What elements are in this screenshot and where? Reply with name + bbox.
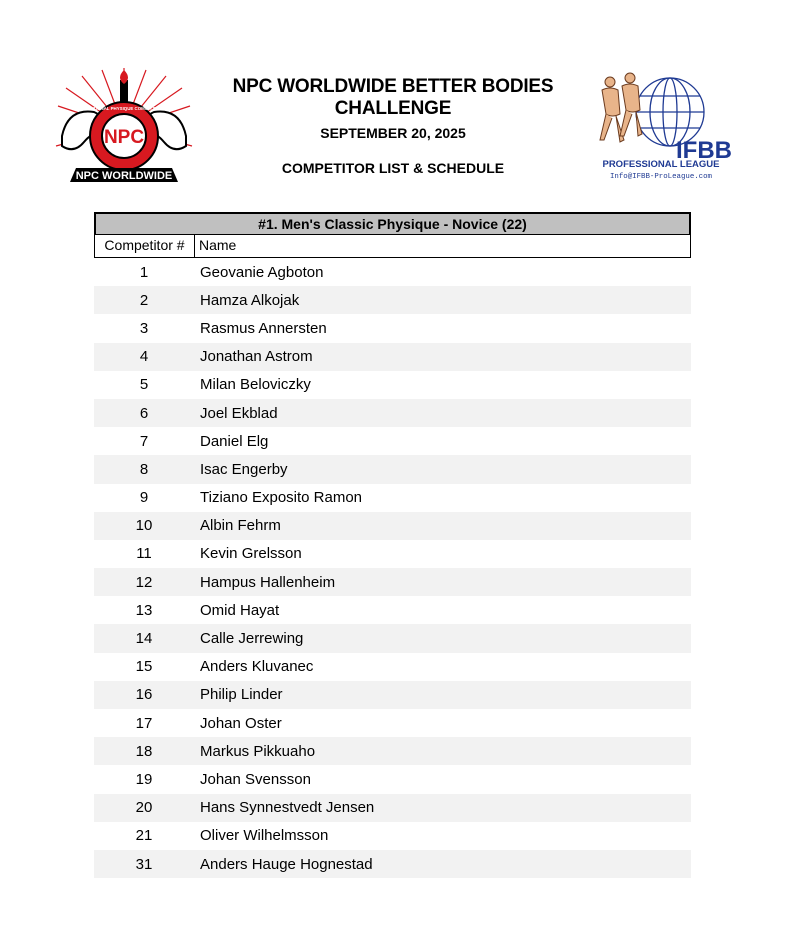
table-row xyxy=(94,540,691,568)
competitor-number: 13 xyxy=(135,601,153,619)
competitor-number: 19 xyxy=(135,770,153,788)
table-row xyxy=(94,822,691,850)
ifbb-email: Info@IFBB-ProLeague.com xyxy=(609,173,713,181)
competitor-name: Anders Kluvanec xyxy=(200,658,314,676)
competitor-number: 17 xyxy=(135,714,153,732)
ifbb-pro-league-logo xyxy=(590,70,732,182)
col-header-number: Competitor # xyxy=(95,235,195,257)
competitor-number: 3 xyxy=(139,319,149,337)
table-row xyxy=(94,624,691,652)
competitor-number: 15 xyxy=(135,658,153,676)
competitor-name: Oliver Wilhelmsson xyxy=(200,827,329,845)
competitor-name: Geovanie Agboton xyxy=(200,263,324,281)
ifbb-logo-text: IFBB xyxy=(676,137,732,164)
competitor-number: 8 xyxy=(139,460,149,478)
competitor-number: 1 xyxy=(139,263,149,281)
table-row xyxy=(94,568,691,596)
competitor-number: 5 xyxy=(139,376,149,394)
table-row xyxy=(94,653,691,681)
competitor-name: Philip Linder xyxy=(200,686,283,704)
competitor-number: 12 xyxy=(135,573,153,591)
competitor-number: 18 xyxy=(135,742,153,760)
competitor-name: Albin Fehrm xyxy=(200,517,281,535)
table-row xyxy=(94,794,691,822)
table-row xyxy=(94,765,691,793)
table-row xyxy=(94,343,691,371)
table-row xyxy=(94,258,691,286)
table-row xyxy=(94,850,691,878)
table-row xyxy=(94,596,691,624)
competitor-name: Johan Oster xyxy=(200,714,282,732)
event-date: SEPTEMBER 20, 2025 xyxy=(320,125,466,141)
competitor-name: Rasmus Annersten xyxy=(200,319,327,337)
document-subtitle: COMPETITOR LIST & SCHEDULE xyxy=(281,160,505,176)
table-row xyxy=(94,512,691,540)
competitor-name: Joel Ekblad xyxy=(200,404,278,422)
table-row xyxy=(94,737,691,765)
table-header-row xyxy=(94,235,691,258)
competitor-name: Kevin Grelsson xyxy=(200,545,302,563)
competitor-number: 31 xyxy=(135,855,153,873)
competitor-name: Tiziano Exposito Ramon xyxy=(200,489,363,507)
npc-worldwide-logo xyxy=(54,66,194,192)
competitor-name: Isac Engerby xyxy=(200,460,288,478)
table-row xyxy=(94,484,691,512)
competitor-number: 7 xyxy=(139,432,149,450)
competitor-table xyxy=(94,212,691,878)
competitor-rows xyxy=(94,258,691,878)
table-row xyxy=(94,681,691,709)
competitor-name: Johan Svensson xyxy=(200,770,311,788)
competitor-name: Jonathan Astrom xyxy=(200,348,313,366)
competitor-name: Calle Jerrewing xyxy=(200,630,304,648)
table-row xyxy=(94,455,691,483)
event-title: NPC WORLDWIDE BETTER BODIES CHALLENGE xyxy=(232,76,554,119)
competitor-number: 14 xyxy=(135,630,153,648)
competitor-name: Hampus Hallenheim xyxy=(200,573,336,591)
table-row xyxy=(94,427,691,455)
globe-icon xyxy=(636,78,704,146)
npc-banner-text: NPC WORLDWIDE xyxy=(75,170,173,182)
competitor-name: Omid Hayat xyxy=(200,601,280,619)
table-row xyxy=(94,371,691,399)
competitor-number: 16 xyxy=(135,686,153,704)
competitor-number: 4 xyxy=(139,348,149,366)
competitor-name: Hamza Alkojak xyxy=(200,291,300,309)
competitor-number: 10 xyxy=(135,517,153,535)
competitor-name: Daniel Elg xyxy=(200,432,269,450)
col-header-name: Name xyxy=(199,237,237,253)
competitor-number: 9 xyxy=(139,489,149,507)
table-row xyxy=(94,314,691,342)
npc-logo-text: NPC xyxy=(103,127,145,148)
competitor-number: 21 xyxy=(135,827,153,845)
competitor-name: Markus Pikkuaho xyxy=(200,742,316,760)
table-row xyxy=(94,399,691,427)
competitor-number: 2 xyxy=(139,291,149,309)
competitor-number: 11 xyxy=(136,545,152,563)
npc-ring-text: NATIONAL PHYSIQUE COMMITTEE xyxy=(87,106,161,111)
table-row xyxy=(94,709,691,737)
competitor-name: Hans Synnestvedt Jensen xyxy=(200,799,375,817)
competitor-name: Anders Hauge Hognestad xyxy=(200,855,373,873)
table-row xyxy=(94,286,691,314)
athletes-icon xyxy=(600,73,642,142)
ifbb-sub-text: PROFESSIONAL LEAGUE xyxy=(602,159,720,170)
competitor-number: 6 xyxy=(139,404,149,422)
division-title: #1. Men's Classic Physique - Novice (22) xyxy=(94,212,691,235)
competitor-number: 20 xyxy=(135,799,153,817)
competitor-name: Milan Beloviczky xyxy=(200,376,311,394)
document-header xyxy=(200,76,586,177)
